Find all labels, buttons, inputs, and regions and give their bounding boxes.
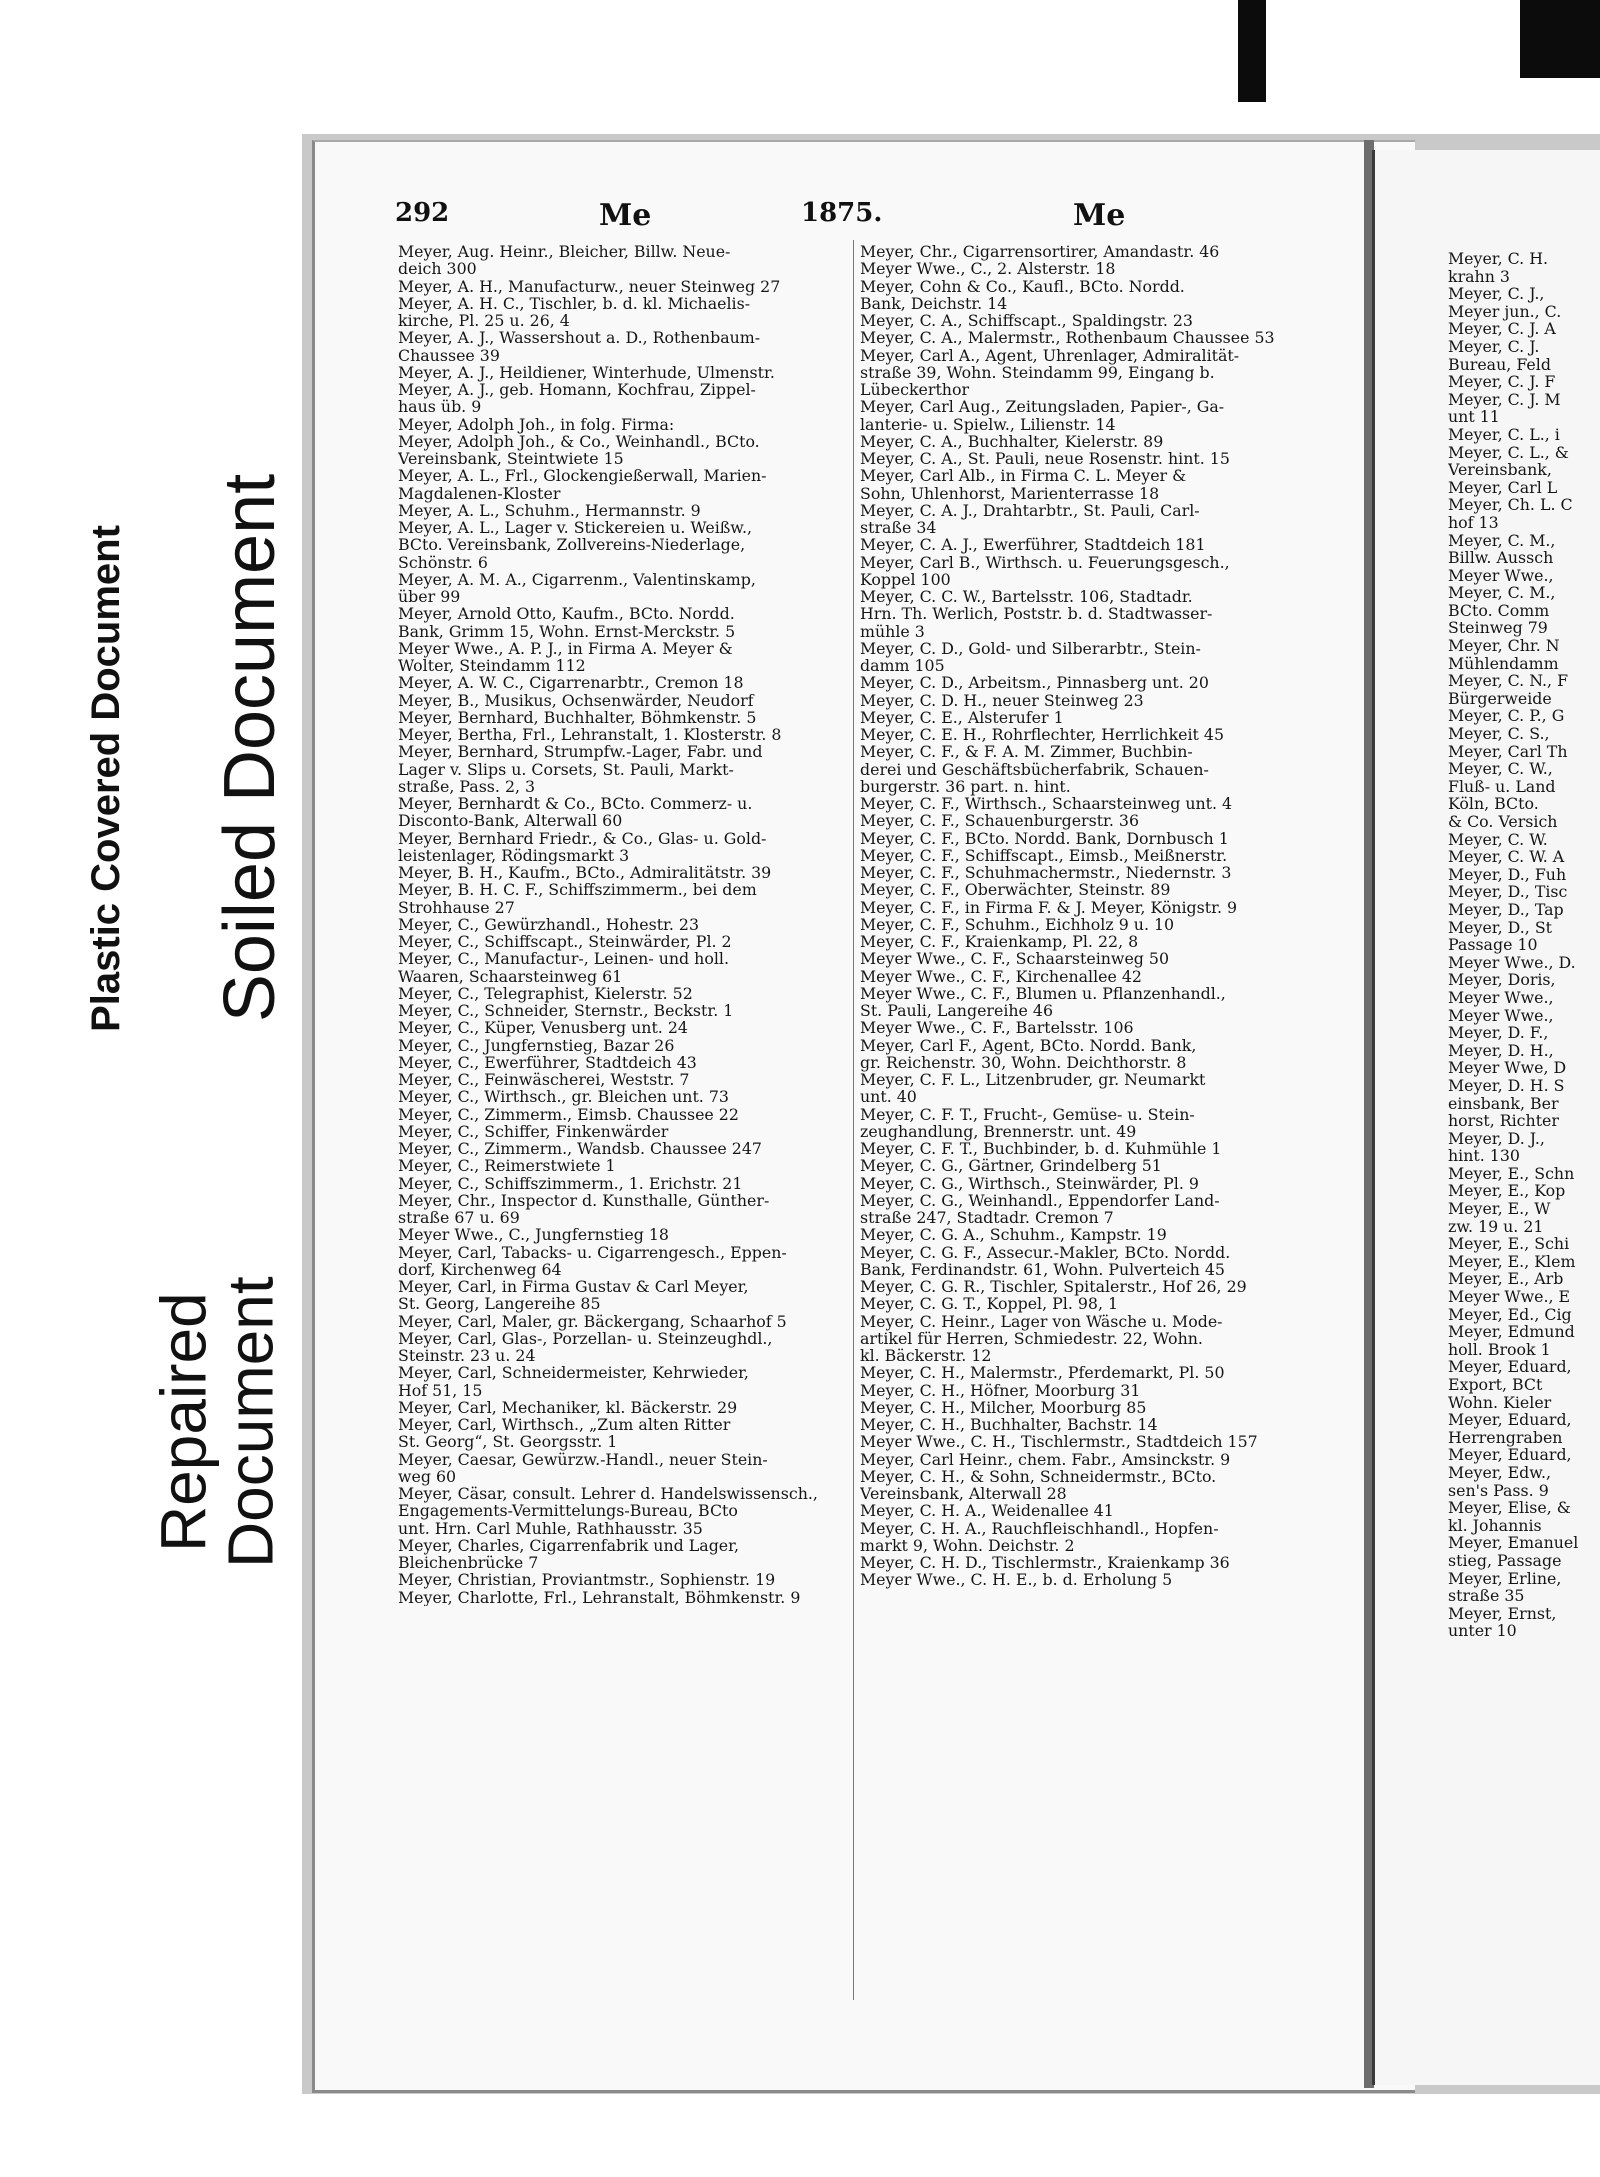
directory-entry-line: Meyer, Carl Th [1448, 741, 1568, 761]
directory-entry-line: Meyer, C. J. [1448, 336, 1540, 356]
directory-entry-line: Meyer, Aug. Heinr., Bleicher, Billw. Neue- [398, 243, 731, 261]
directory-entry-line: Meyer Wwe., C. F., Blumen u. Pflanzenhandl., [860, 983, 1226, 1003]
directory-entry-line: Meyer, A. M. A., Cigarrenm., Valentinskamp, [398, 569, 756, 589]
directory-entry-line: Meyer, Chr., Cigarrensortirer, Amandastr. 46 [860, 243, 1220, 261]
directory-entry-line: Meyer, C. E., Alsterufer 1 [860, 707, 1064, 727]
directory-entry-line: Meyer, Charlotte, Frl., Lehranstalt, Böhmkenstr. 9 [398, 1587, 801, 1606]
directory-entry-line: Meyer, A. L., Lager v. Stickereien u. Weißw., [398, 518, 752, 537]
directory-entry-line: Meyer, Carl F., Agent, BCto. Nordd. Bank, [860, 1035, 1197, 1055]
directory-entry-line: Wohn. Kieler [1448, 1392, 1552, 1412]
directory-entry-line: Meyer, D. H. S [1448, 1075, 1565, 1095]
directory-entry-line: Meyer, C. F., Kraienkamp, Pl. 22, 8 [860, 932, 1139, 951]
directory-entry-line: Meyer, C. N., F [1448, 671, 1569, 691]
directory-entry-line: straße 247, Stadtadr. Cremon 7 [860, 1208, 1114, 1227]
directory-entry-line: Meyer, Bernhardt & Co., BCto. Commerz- u. [398, 794, 753, 813]
directory-entry-line: Meyer, C. G. R., Tischler, Spitalerstr., Hof 26, 29 [860, 1277, 1247, 1296]
directory-entry-line: Meyer, Carl L [1448, 477, 1558, 497]
directory-entry-line: Meyer, Caesar, Gewürzw.-Handl., neuer Stein- [398, 1449, 768, 1469]
directory-entry-line: Meyer, C. F., Wirthsch., Schaarsteinweg unt. 4 [860, 794, 1233, 813]
directory-entry-line: Meyer, B. H. C. F., Schiffszimmerm., bei dem [398, 880, 757, 900]
directory-entry-line: Meyer, Eduard, [1448, 1357, 1572, 1377]
directory-entry-line: Meyer, C. F., Oberwächter, Steinstr. 89 [860, 880, 1171, 900]
directory-entry-line: Meyer, D. J., [1448, 1128, 1545, 1148]
directory-entry-line: Meyer, C. J. M [1448, 389, 1561, 409]
directory-entry-line: Meyer, Carl, Schneidermeister, Kehrwieder, [398, 1363, 749, 1383]
directory-entry-line: Meyer, C., Schiffscapt., Steinwärder, Pl. 2 [398, 932, 732, 951]
right-column [860, 243, 1332, 1589]
directory-entry-line: Meyer Wwe., C. H. E., b. d. Erholung 5 [860, 1570, 1173, 1589]
directory-entry-line: Bank, Deichstr. 14 [860, 293, 1008, 313]
directory-entry-line: Export, BCt [1448, 1375, 1543, 1394]
directory-entry-line: Meyer, Bernhard Friedr., & Co., Glas- u. Gold- [398, 828, 767, 848]
directory-entry-line: BCto. Comm [1448, 600, 1550, 620]
directory-entry-line: Hof 51, 15 [398, 1380, 483, 1400]
directory-entry-line: Meyer, C., Gewürzhandl., Hohestr. 23 [398, 914, 699, 934]
directory-entry-line: Meyer, C. H. D., Tischlermstr., Kraienkamp 36 [860, 1553, 1230, 1572]
directory-entry-line: Meyer, Bernhard, Buchhalter, Böhmkenstr. 5 [398, 707, 757, 727]
directory-entry-line: unt 11 [1448, 407, 1500, 427]
directory-entry-line: unt. Hrn. Carl Muhle, Rathhausstr. 35 [398, 1518, 703, 1538]
directory-entry-line: Meyer, C. H., & Sohn, Schneidermstr., BCto. [860, 1466, 1217, 1486]
directory-entry-line: Vereinsbank, Steintwiete 15 [398, 449, 624, 468]
header-right-key: Me [1073, 198, 1126, 233]
directory-entry-line: Meyer, C. D., Gold- und Silberarbtr., Stein- [860, 638, 1201, 658]
directory-entry-line: Meyer, C. D., Arbeitsm., Pinnasberg unt. 20 [860, 673, 1209, 693]
directory-entry-line: Meyer, C. F., BCto. Nordd. Bank, Dornbusch 1 [860, 828, 1229, 848]
directory-entry-line: Meyer, C. G., Weinhandl., Eppendorfer Land- [860, 1190, 1220, 1210]
soiled-document-label [200, 448, 300, 1048]
directory-entry-line: Disconto-Bank, Alterwall 60 [398, 811, 623, 831]
directory-entry-line: Sohn, Uhlenhorst, Marienterrasse 18 [860, 483, 1160, 503]
directory-entry-line: Meyer, Erline, [1448, 1568, 1562, 1588]
directory-entry-line: Meyer, C. H., Milcher, Moorburg 85 [860, 1397, 1147, 1417]
directory-entry-line: hint. 130 [1448, 1146, 1520, 1166]
directory-entry-line: Meyer, C. W. [1448, 829, 1548, 849]
header-left-key: Me [599, 198, 652, 233]
directory-entry-line: Vereinsbank, Alterwall 28 [860, 1484, 1067, 1503]
directory-entry-line: unter 10 [1448, 1621, 1517, 1640]
directory-entry-line: straße 39, Wohn. Steindamm 99, Eingang b. [860, 362, 1215, 382]
black-tab-top-right [1520, 0, 1600, 78]
directory-entry-line: Meyer, Charles, Cigarrenfabrik und Lager, [398, 1535, 739, 1555]
directory-entry-line: Meyer, C. E. H., Rohrflechter, Herrlichkeit 45 [860, 725, 1225, 744]
directory-entry-line: Meyer, C. A., Malermstr., Rothenbaum Chaussee 53 [860, 328, 1275, 348]
directory-entry-line: Koppel 100 [860, 569, 951, 589]
directory-entry-line: straße 35 [1448, 1586, 1525, 1606]
directory-entry-line: straße 34 [860, 518, 937, 537]
directory-entry-line: Bürgerweide [1448, 688, 1552, 708]
directory-entry-line: Meyer, C. H. A., Weidenallee 41 [860, 1501, 1114, 1521]
directory-entry-line: Strohhause 27 [398, 897, 515, 917]
directory-entry-line: Meyer, C. W., [1448, 759, 1553, 779]
directory-entry-line: Meyer, C. J. F [1448, 372, 1556, 392]
directory-entry-line: Meyer Wwe., E [1448, 1287, 1571, 1307]
directory-entry-line: derei und Geschäftsbücherfabrik, Schauen- [860, 759, 1209, 779]
directory-entry-line: stieg, Passage [1448, 1550, 1562, 1570]
black-tab-top [1238, 0, 1266, 102]
directory-entry-line: Meyer, C. G. T., Koppel, Pl. 98, 1 [860, 1294, 1119, 1314]
directory-entry-line: Meyer Wwe., C., Jungfernstieg 18 [398, 1225, 669, 1245]
directory-entry-line: kl. Johannis [1448, 1515, 1542, 1535]
directory-entry-line: haus üb. 9 [398, 397, 482, 417]
directory-entry-line: Meyer, C., Schiffszimmerm., 1. Erichstr. 21 [398, 1173, 743, 1193]
directory-entry-line: Lübeckerthor [860, 380, 970, 399]
directory-entry-line: Meyer, D. F., [1448, 1023, 1549, 1043]
directory-entry-line: Meyer, C. F., Schiffscapt., Eimsb., Meißnerstr. [860, 845, 1228, 865]
directory-entry-line: Meyer, E., W [1448, 1199, 1551, 1219]
directory-entry-line: Meyer Wwe., C. F., Schaarsteinweg 50 [860, 949, 1170, 969]
directory-entry-line: Meyer, Edw., [1448, 1462, 1551, 1482]
directory-entry-line: Meyer Wwe., C., 2. Alsterstr. 18 [860, 259, 1116, 279]
directory-entry-line: kirche, Pl. 25 u. 26, 4 [398, 311, 570, 330]
directory-entry-line: Meyer, C. M., [1448, 530, 1556, 550]
directory-entry-line: Meyer, C. M., [1448, 583, 1556, 603]
directory-entry-line: Meyer, Carl Heinr., chem. Fabr., Amsinckstr. 9 [860, 1449, 1231, 1469]
directory-entry-line: Meyer, D. H., [1448, 1040, 1554, 1060]
directory-entry-line: Meyer, E., Schi [1448, 1234, 1570, 1254]
directory-entry-line: Meyer, A. H. C., Tischler, b. d. kl. Michaelis- [398, 293, 751, 313]
directory-entry-line: Meyer, Christian, Proviantmstr., Sophienstr. 19 [398, 1570, 776, 1590]
directory-entry-line: Meyer, Cohn & Co., Kaufl., BCto. Nordd. [860, 276, 1185, 296]
directory-entry-line: Meyer Wwe., [1448, 1005, 1554, 1025]
directory-entry-line: deich 300 [398, 259, 477, 279]
directory-entry-line: holl. Brook 1 [1448, 1339, 1551, 1359]
directory-entry-line: Meyer, C., Schiffer, Finkenwärder [398, 1121, 669, 1141]
directory-entry-line: Meyer, A. H., Manufacturw., neuer Steinweg 27 [398, 276, 781, 296]
directory-entry-line: hof 13 [1448, 512, 1499, 532]
directory-entry-line: Meyer, C. H. A., Rauchfleischhandl., Hopfen- [860, 1518, 1219, 1538]
directory-entry-line: weg 60 [398, 1466, 457, 1486]
soiled-document-text: Soiled Document [210, 473, 291, 1023]
directory-entry-line: kl. Bäckerstr. 12 [860, 1346, 992, 1365]
directory-entry-line: straße, Pass. 2, 3 [398, 776, 536, 796]
directory-entry-line: Meyer, Bernhard, Strumpfw.-Lager, Fabr. und [398, 742, 763, 762]
directory-entry-line: Meyer Wwe., D. [1448, 952, 1576, 972]
directory-entry-line: Meyer Wwe., C. F., Bartelsstr. 106 [860, 1018, 1134, 1038]
directory-entry-line: Meyer Wwe., C. F., Kirchenallee 42 [860, 966, 1142, 986]
directory-entry-line: St. Pauli, Langereihe 46 [860, 1001, 1054, 1020]
directory-entry-line: Schönstr. 6 [398, 552, 488, 572]
directory-entry-line: Meyer, C. F. T., Buchbinder, b. d. Kuhmühle 1 [860, 1139, 1222, 1158]
directory-entry-line: krahn 3 [1448, 266, 1510, 286]
directory-entry-line: Meyer, Carl, Mechaniker, kl. Bäckerstr. 29 [398, 1397, 738, 1417]
directory-entry-line: Meyer, C. J., [1448, 284, 1545, 304]
repaired-text-line2: Document [215, 1276, 287, 1568]
directory-entry-line: Meyer, C. H., Buchhalter, Bachstr. 14 [860, 1415, 1158, 1434]
directory-entry-line: Meyer, C. L., i [1448, 424, 1560, 444]
directory-entry-line: Mühlendamm [1448, 653, 1559, 673]
directory-entry-line: Meyer, D., Tisc [1448, 882, 1568, 902]
directory-entry-line: Meyer, C. P., G [1448, 706, 1565, 726]
directory-entry-line: Meyer, Carl B., Wirthsch. u. Feuerungsgesch., [860, 552, 1230, 572]
directory-entry-line: Meyer, A. L., Frl., Glockengießerwall, Marien- [398, 466, 767, 486]
directory-entry-line: leistenlager, Rödingsmarkt 3 [398, 845, 630, 865]
page-header [395, 198, 1255, 232]
directory-entry-line: Meyer, Carl Alb., in Firma C. L. Meyer & [860, 466, 1187, 486]
directory-entry-line: Meyer, Eduard, [1448, 1445, 1572, 1465]
directory-entry-line: Meyer, C. C. W., Bartelsstr. 106, Stadtadr. [860, 587, 1193, 606]
directory-entry-line: Meyer, C. F., Schuhmachermstr., Niedernstr. 3 [860, 863, 1232, 882]
directory-entry-line: Bleichenbrücke 7 [398, 1553, 539, 1572]
plastic-covered-label [58, 478, 154, 1078]
directory-entry-line: Meyer, C., Zimmerm., Wandsb. Chaussee 247 [398, 1139, 762, 1158]
directory-entry-line: lanterie- u. Spielw., Lilienstr. 14 [860, 414, 1116, 434]
directory-entry-line: Fluß- u. Land [1448, 776, 1556, 796]
directory-entry-line: Meyer, C. A., St. Pauli, neue Rosenstr. hint. 15 [860, 449, 1230, 468]
directory-entry-line: Bureau, Feld [1448, 354, 1551, 374]
directory-entry-line: Meyer, Doris, [1448, 970, 1556, 990]
column-divider [853, 240, 854, 2000]
directory-entry-line: Meyer, C. A. J., Drahtarbtr., St. Pauli, Carl- [860, 500, 1200, 520]
directory-entry-line: Meyer, C., Jungfernstieg, Bazar 26 [398, 1035, 675, 1055]
directory-entry-line: Meyer, C. F., in Firma F. & J. Meyer, Königstr. 9 [860, 897, 1238, 917]
directory-entry-line: Meyer, Carl, in Firma Gustav & Carl Meyer, [398, 1277, 749, 1296]
directory-entry-line: Köln, BCto. [1448, 794, 1539, 814]
directory-entry-line: Meyer jun., C. [1448, 301, 1562, 321]
directory-entry-line: Meyer, Ch. L. C [1448, 495, 1573, 515]
directory-entry-line: Meyer, Chr., Inspector d. Kunsthalle, Günther- [398, 1190, 770, 1210]
directory-entry-line: markt 9, Wohn. Deichstr. 2 [860, 1535, 1075, 1555]
directory-entry-line: horst, Richter [1448, 1111, 1559, 1131]
header-year: 1875. [801, 198, 883, 228]
directory-entry-line: Steinstr. 23 u. 24 [398, 1346, 536, 1365]
directory-entry-line: Meyer, A. J., Heildiener, Winterhude, Ulmenstr. [398, 362, 775, 382]
directory-entry-line: über 99 [398, 587, 461, 606]
directory-entry-line: Meyer, D., Tap [1448, 899, 1564, 919]
directory-entry-line: Wolter, Steindamm 112 [398, 656, 586, 675]
directory-entry-line: Magdalenen-Kloster [398, 483, 561, 503]
directory-entry-line: Meyer, C., Wirthsch., gr. Bleichen unt. 73 [398, 1087, 729, 1107]
directory-entry-line: Meyer, C. Heinr., Lager von Wäsche u. Mode- [860, 1311, 1223, 1331]
directory-entry-line: Waaren, Schaarsteinweg 61 [398, 966, 623, 986]
directory-entry-line: Chaussee 39 [398, 345, 500, 365]
directory-entry-line: Meyer, C. H., Höfner, Moorburg 31 [860, 1380, 1141, 1400]
directory-entry-line: Meyer, C. A., Buchhalter, Kielerstr. 89 [860, 431, 1164, 451]
left-column [398, 243, 850, 1606]
directory-entry-line: Meyer Wwe., A. P. J., in Firma A. Meyer & [398, 638, 733, 658]
directory-entry-line: Meyer, C. F. L., Litzenbruder, gr. Neumarkt [860, 1070, 1206, 1089]
directory-entry-line: Meyer, Carl, Wirthsch., „Zum alten Ritter [398, 1415, 731, 1434]
directory-entry-line: Meyer, A. J., Wassershout a. D., Rothenbaum- [398, 328, 761, 348]
plastic-covered-text: Plastic Covered Document [83, 524, 128, 1032]
directory-entry-line: Meyer, D., Fuh [1448, 864, 1567, 884]
directory-entry-line: Meyer, Edmund [1448, 1322, 1575, 1342]
directory-entry-line: Hrn. Th. Werlich, Poststr. b. d. Stadtwasser- [860, 604, 1213, 624]
directory-entry-line: mühle 3 [860, 621, 925, 641]
directory-entry-line: Meyer, Adolph Joh., & Co., Weinhandl., BCto. [398, 431, 760, 451]
directory-entry-line: Meyer, C. D. H., neuer Steinweg 23 [860, 690, 1144, 710]
directory-entry-line: Steinweg 79 [1448, 618, 1548, 638]
directory-entry-line: Meyer, C. G., Wirthsch., Steinwärder, Pl. 9 [860, 1173, 1199, 1193]
repaired-text-line1: Repaired [147, 1292, 220, 1552]
directory-entry-line: Meyer Wwe., C. H., Tischlermstr., Stadtdeich 157 [860, 1432, 1258, 1452]
directory-entry-line: Meyer, Chr. N [1448, 636, 1560, 656]
directory-entry-line: Meyer, C. W. A [1448, 847, 1565, 867]
directory-entry-line: Meyer, C. G., Gärtner, Grindelberg 51 [860, 1156, 1162, 1176]
directory-entry-line: Meyer, E., Kop [1448, 1181, 1566, 1201]
directory-entry-line: Meyer, Cäsar, consult. Lehrer d. Handelswissensch., [398, 1484, 818, 1503]
directory-entry-line: Meyer, Bertha, Frl., Lehranstalt, 1. Klosterstr. 8 [398, 725, 782, 744]
directory-entry-line: St. Georg“, St. Georgsstr. 1 [398, 1432, 618, 1452]
directory-entry-line: zw. 19 u. 21 [1448, 1216, 1544, 1236]
directory-entry-line: Meyer, C. H. [1448, 250, 1549, 268]
directory-entry-line: Meyer, Carl, Glas-, Porzellan- u. Steinzeughdl., [398, 1328, 773, 1348]
directory-entry-line: Meyer, C. F., Schauenburgerstr. 36 [860, 811, 1140, 831]
directory-entry-line: Meyer, Ernst, [1448, 1603, 1557, 1623]
directory-entry-line: Meyer, Emanuel [1448, 1533, 1579, 1553]
directory-entry-line: Herrengraben [1448, 1427, 1563, 1447]
directory-entry-line: Meyer, A. W. C., Cigarrenarbtr., Cremon 18 [398, 673, 744, 693]
directory-entry-line: Meyer, C. F. T., Frucht-, Gemüse- u. Stein- [860, 1104, 1195, 1124]
directory-entry-line: Meyer Wwe., [1448, 987, 1554, 1007]
directory-entry-line: Meyer, Carl Aug., Zeitungsladen, Papier-, Ga- [860, 397, 1225, 417]
directory-entry-line: damm 105 [860, 656, 945, 675]
directory-entry-line: Meyer, Carl, Tabacks- u. Cigarrengesch., Eppen- [398, 1242, 787, 1262]
directory-entry-line: Meyer, B. H., Kaufm., BCto., Admiralitätstr. 39 [398, 863, 772, 882]
directory-entry-line: Meyer, B., Musikus, Ochsenwärder, Neudorf [398, 690, 754, 710]
directory-entry-line: Vereinsbank, [1448, 460, 1552, 480]
directory-entry-line: sen's Pass. 9 [1448, 1480, 1549, 1500]
directory-entry-line: Meyer, Elise, & [1448, 1498, 1571, 1518]
directory-entry-line: einsbank, Ber [1448, 1093, 1559, 1113]
directory-entry-line: straße 67 u. 69 [398, 1208, 520, 1227]
directory-entry-line: Meyer, A. L., Schuhm., Hermannstr. 9 [398, 500, 701, 520]
directory-entry-line: Meyer, C. F., & F. A. M. Zimmer, Buchbin- [860, 742, 1193, 762]
directory-entry-line: Meyer, Arnold Otto, Kaufm., BCto. Nordd. [398, 604, 735, 624]
directory-entry-line: Meyer, C., Zimmerm., Eimsb. Chaussee 22 [398, 1104, 739, 1124]
directory-entry-line: Engagements-Vermittelungs-Bureau, BCto [398, 1501, 738, 1521]
repaired-document-label [128, 1172, 308, 1672]
directory-entry-line: Meyer, C. A. J., Ewerführer, Stadtdeich 181 [860, 535, 1206, 555]
directory-entry-line: Meyer, C. F., Schuhm., Eichholz 9 u. 10 [860, 914, 1175, 934]
page-number: 292 [395, 198, 450, 228]
directory-entry-line: Meyer, E., Klem [1448, 1251, 1576, 1271]
directory-entry-line: Meyer, C. S., [1448, 724, 1550, 744]
directory-entry-line: Meyer, C. H., Malermstr., Pferdemarkt, Pl. 50 [860, 1363, 1225, 1383]
directory-entry-line: Meyer, C. A., Schiffscapt., Spaldingstr. 23 [860, 311, 1193, 330]
directory-entry-line: Meyer Wwe., [1448, 565, 1554, 585]
directory-entry-line: Meyer, C., Reimerstwiete 1 [398, 1156, 616, 1176]
directory-entry-line: burgerstr. 36 part. n. hint. [860, 776, 1071, 796]
directory-entry-line: Meyer Wwe, D [1448, 1058, 1567, 1078]
directory-entry-line: Meyer, C., Schneider, Sternstr., Beckstr. 1 [398, 1001, 734, 1020]
directory-entry-line: Passage 10 [1448, 935, 1538, 955]
directory-entry-line: BCto. Vereinsbank, Zollvereins-Niederlage, [398, 535, 746, 555]
directory-entry-line: Meyer, C. G. F., Assecur.-Makler, BCto. Nordd. [860, 1242, 1231, 1262]
directory-entry-line: zeughandlung, Brennerstr. unt. 49 [860, 1121, 1137, 1141]
directory-entry-line: Meyer, C., Feinwäscherei, Weststr. 7 [398, 1070, 690, 1089]
directory-entry-line: Meyer, C., Küper, Venusberg unt. 24 [398, 1018, 688, 1038]
directory-entry-line: Meyer, Eduard, [1448, 1410, 1572, 1430]
directory-entry-line: gr. Reichenstr. 30, Wohn. Deichthorstr. 8 [860, 1052, 1187, 1072]
directory-entry-line: Meyer, C. G. A., Schuhm., Kampstr. 19 [860, 1225, 1167, 1245]
directory-entry-line: Meyer, E., Schn [1448, 1163, 1575, 1183]
directory-entry-line: Meyer, D., St [1448, 917, 1552, 937]
directory-entry-line: Meyer, Carl A., Agent, Uhrenlager, Admiralität- [860, 345, 1240, 365]
directory-entry-line: Meyer, C., Ewerführer, Stadtdeich 43 [398, 1052, 697, 1072]
directory-entry-line: St. Georg, Langereihe 85 [398, 1294, 601, 1314]
directory-entry-line: Meyer, Ed., Cig [1448, 1304, 1572, 1324]
directory-entry-line: Bank, Grimm 15, Wohn. Ernst-Merckstr. 5 [398, 621, 736, 641]
directory-entry-line: artikel für Herren, Schmiedestr. 22, Wohn. [860, 1328, 1203, 1348]
directory-entry-line: Meyer, E., Arb [1448, 1269, 1564, 1289]
directory-entry-line: & Co. Versich [1448, 812, 1558, 831]
directory-entry-line: Meyer, A. J., geb. Homann, Kochfrau, Zippel- [398, 380, 756, 399]
directory-entry-line: Meyer, Adolph Joh., in folg. Firma: [398, 414, 675, 434]
directory-entry-line: Lager v. Slips u. Corsets, St. Pauli, Markt- [398, 759, 734, 779]
directory-entry-line: dorf, Kirchenweg 64 [398, 1259, 562, 1279]
facing-page-column [1448, 250, 1600, 1640]
directory-entry-line: Meyer, C. L., & [1448, 442, 1569, 462]
directory-entry-line: Meyer, Carl, Maler, gr. Bäckergang, Schaarhof 5 [398, 1311, 787, 1331]
directory-entry-line: Meyer, C., Telegraphist, Kielerstr. 52 [398, 983, 693, 1003]
directory-entry-line: Billw. Aussch [1448, 548, 1554, 568]
directory-entry-line: Bank, Ferdinandstr. 61, Wohn. Pulverteich 45 [860, 1259, 1225, 1279]
directory-entry-line: unt. 40 [860, 1087, 917, 1107]
directory-entry-line: Meyer, C., Manufactur-, Leinen- und holl. [398, 949, 729, 969]
directory-entry-line: Meyer, C. J. A [1448, 319, 1556, 339]
